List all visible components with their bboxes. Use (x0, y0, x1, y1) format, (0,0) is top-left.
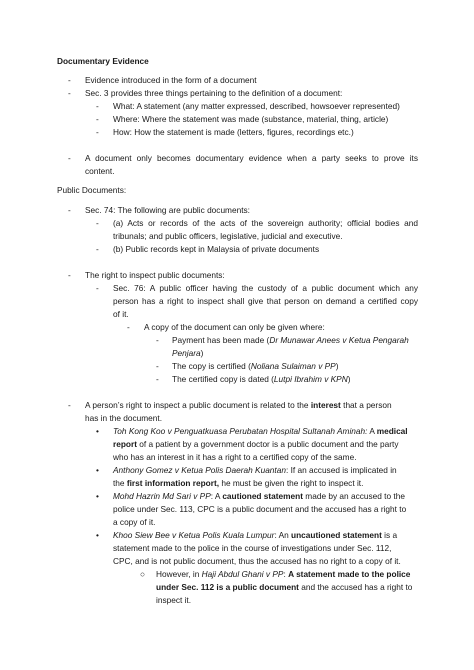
page-title: Documentary Evidence (57, 56, 149, 66)
list-item-text: : (283, 569, 289, 579)
list-item-text: : An (274, 530, 292, 540)
list-item-text: A document only becomes documentary evidence when a party seeks to prove its (85, 153, 418, 163)
list-item-text: made by an accused to the (303, 491, 405, 501)
bullet-marker: • (96, 491, 99, 501)
dash-marker: - (68, 153, 71, 163)
list-item-text: of it. (113, 309, 129, 319)
emphasis: A statement made to the police (288, 569, 411, 579)
list-item-text: Sec. 3 provides three things pertaining to the definition of a document: (85, 88, 343, 98)
list-item-text: CPC, and is not public document, thus the accused has no right to a copy of it. (113, 556, 401, 566)
list-item-text: ) (200, 348, 204, 358)
list-item-text: However, in (156, 569, 202, 579)
emphasis: first information report, (126, 478, 220, 488)
case-citation: Dr Munawar Anees v Ketua Pengarah (269, 335, 409, 345)
list-item-text: and the accused has a right to (298, 582, 413, 592)
dash-marker: - (68, 88, 71, 98)
dash-marker: - (68, 270, 71, 280)
list-item-text: he must be given the right to inspect it. (219, 478, 364, 488)
dash-marker: - (96, 283, 99, 293)
list-item-text: ) (335, 361, 339, 371)
list-item-text: (a) Acts or records of the acts of the sovereign authority; official bodies and (113, 218, 418, 228)
list-item-text: of a patient by a government doctor is a public document and the party (136, 439, 399, 449)
dash-marker: - (96, 114, 99, 124)
list-item (156, 582, 412, 593)
list-item-text: the (113, 478, 127, 488)
list-item-text: The copy is certified ( (172, 361, 251, 371)
list-item-text: A (367, 426, 377, 436)
list-item-text: who has an interest in it has a right to a certified copy of the same. (113, 452, 357, 462)
list-item-text: Sec. 76: A public officer having the custody of a public document which any (113, 283, 418, 293)
dash-marker: - (156, 361, 159, 371)
list-item-text: has in the document. (85, 413, 163, 423)
dash-marker: - (68, 205, 71, 215)
dash-marker: - (68, 75, 71, 85)
list-item-text: (b) Public records kept in Malaysia of private documents (113, 244, 320, 254)
list-item-text: content. (85, 166, 115, 176)
case-citation: Toh Kong Koo v Penguatkuasa Perubatan Hospital Sultanah Aminah: (113, 426, 368, 436)
list-item-text: : If an accused is implicated in (285, 465, 397, 475)
dash-marker: - (96, 244, 99, 254)
dash-marker: - (156, 335, 159, 345)
bullet-marker: • (96, 465, 99, 475)
emphasis: interest (310, 400, 341, 410)
bullet-marker: • (96, 530, 99, 540)
list-item-text: is a (381, 530, 398, 540)
list-item-text: Payment has been made ( (172, 335, 270, 345)
list-item (172, 348, 203, 359)
emphasis: under Sec. 112 is a public document (156, 582, 299, 592)
emphasis: uncautioned statement (291, 530, 382, 540)
dash-marker: - (96, 218, 99, 228)
circle-bullet-marker: ○ (140, 569, 146, 579)
list-item-text: : A (210, 491, 223, 501)
dash-marker: - (96, 127, 99, 137)
list-item-text: The certified copy is dated ( (172, 374, 274, 384)
case-citation: Haji Abdul Ghani v PP (201, 569, 284, 579)
section-heading: Public Documents: (57, 185, 127, 195)
case-citation: Penjara (172, 348, 201, 358)
case-citation: Khoo Siew Bee v Ketua Polis Kuala Lumpur (113, 530, 275, 540)
dash-marker: - (96, 101, 99, 111)
list-item-text: Evidence introduced in the form of a document (85, 75, 257, 85)
list-item-text: Where: Where the statement was made (substance, material, thing, article) (113, 114, 389, 124)
case-citation: Anthony Gomez v Ketua Polis Daerah Kuantan (113, 465, 286, 475)
dash-marker: - (127, 322, 130, 332)
list-item-text: person has a right to inspect shall give that person on demand a certified copy (113, 296, 418, 306)
list-item-text: inspect it. (156, 595, 192, 605)
list-item-text: police under Sec. 113, CPC is a public document and the accused has a right to (113, 504, 407, 514)
list-item-text: A person’s right to inspect a public document is related to the (85, 400, 311, 410)
bullet-marker: • (96, 426, 99, 436)
dash-marker: - (68, 400, 71, 410)
emphasis: medical (376, 426, 408, 436)
emphasis: report (113, 439, 137, 449)
case-citation: Lutpi Ibrahim v KPN (273, 374, 348, 384)
list-item-text: Sec. 74: The following are public documents: (85, 205, 250, 215)
list-item (113, 439, 399, 450)
list-item-text: How: How the statement is made (letters, figures, recordings etc.) (113, 127, 354, 137)
list-item-text: statement made to the police in the course of investigations under Sec. 112, (113, 543, 392, 553)
list-item-text: that a person (340, 400, 392, 410)
list-item-text: What: A statement (any matter expressed, described, howsoever represented) (113, 101, 400, 111)
list-item-text: a copy of it. (113, 517, 156, 527)
list-item-text: The right to inspect public documents: (85, 270, 225, 280)
dash-marker: - (156, 374, 159, 384)
case-citation: Noliana Sulaiman v PP (250, 361, 336, 371)
list-item (113, 478, 363, 489)
list-item-text: tribunals; and public officers, legislative, judicial and executive. (113, 231, 343, 241)
list-item-text: ) (347, 374, 351, 384)
case-citation: Mohd Hazrin Md Sari v PP (113, 491, 211, 501)
emphasis: cautioned statement (222, 491, 303, 501)
list-item-text: A copy of the document can only be given where: (144, 322, 325, 332)
